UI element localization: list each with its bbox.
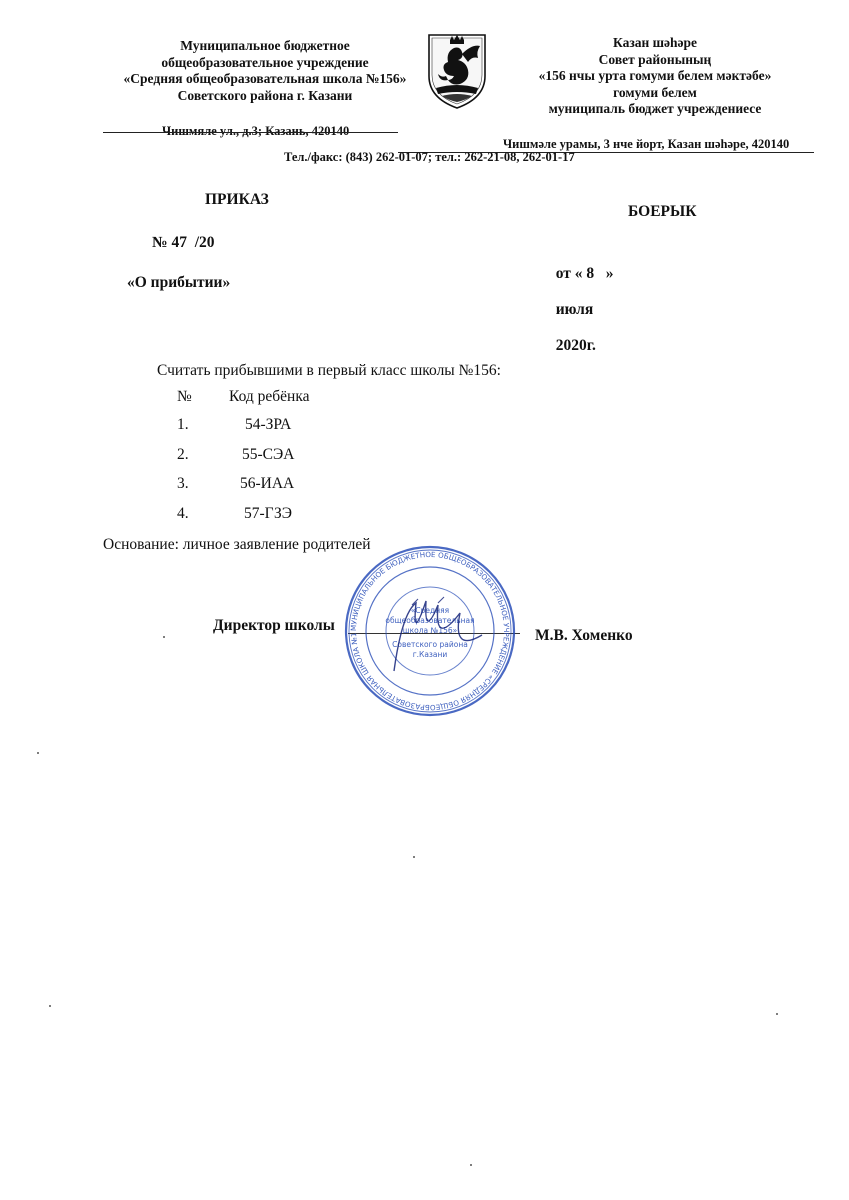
- address-ru: Чишмяле ул., д.3; Казань, 420140: [162, 124, 350, 138]
- scan-speck: [776, 1013, 778, 1015]
- table-row: [177, 475, 377, 495]
- stamp-center-line: Советского района: [392, 640, 468, 649]
- basis-text: Основание: личное заявление родителей: [103, 536, 371, 553]
- row-num: 2.: [177, 446, 189, 463]
- order-title-tt: БОЕРЫК: [628, 203, 697, 220]
- row-code: 56-ИАА: [240, 475, 295, 492]
- stamp-center-line: общеобразовательная: [385, 616, 475, 625]
- stamp-outer-text: МУНИЦИПАЛЬНОЕ БЮДЖЕТНОЕ ОБЩЕОБРАЗОВАТЕЛЬНОЕ УЧРЕЖДЕНИЕ «СРЕДНЯЯ ОБЩЕОБРАЗОВАТЕЛЬНАЯ ШКОЛА №1: [348, 549, 512, 713]
- signature-name: М.В. Хоменко: [535, 627, 633, 644]
- intro-text: Считать прибывшими в первый класс школы №156:: [157, 362, 501, 379]
- stamp-icon: [342, 543, 518, 719]
- scan-speck: [413, 856, 415, 858]
- signature-role: Директор школы: [213, 617, 335, 634]
- zilant-icon: [426, 32, 488, 110]
- scan-speck: [49, 1005, 51, 1007]
- kazan-emblem: [426, 32, 488, 110]
- header-left-line: Муниципальное бюджетное: [180, 38, 350, 53]
- header-divider: [103, 132, 398, 133]
- row-code: 54-ЗРА: [245, 416, 292, 433]
- table-row: [177, 416, 377, 436]
- row-num: 3.: [177, 475, 189, 492]
- header-right-block: [510, 35, 800, 118]
- scan-speck: [37, 752, 39, 754]
- stamp-center-line: г.Казани: [412, 650, 448, 659]
- row-code: 57-ГЗЭ: [244, 505, 293, 522]
- table-row: [177, 446, 377, 466]
- stamp-center-line: школа №156»: [402, 626, 458, 635]
- address-tt: Чишмәле урамы, 3 нче йорт, Казан шәһәре, 420140: [503, 137, 790, 151]
- row-num: 4.: [177, 505, 189, 522]
- stamp-center-line: «Средняя: [410, 606, 450, 615]
- table-header-code: Код ребёнка: [229, 388, 310, 405]
- header-right-line: «156 нчы урта гомуми белем мәктәбе»: [538, 68, 772, 83]
- official-stamp: [342, 543, 518, 719]
- row-code: 55-СЭА: [242, 446, 295, 463]
- order-subject: «О прибытии»: [127, 274, 231, 291]
- order-date: [548, 247, 614, 355]
- header-right-line: гомуми белем: [613, 84, 697, 100]
- header-right-line: Казан шәһәре: [612, 35, 698, 50]
- phones: Тел./факс: (843) 262-01-07; тел.: 262-21-08, 262-01-17: [284, 150, 575, 164]
- signature-scribble: [394, 601, 482, 671]
- scan-speck: [163, 636, 165, 638]
- order-date-month: июля: [555, 301, 594, 318]
- row-num: 1.: [177, 416, 189, 433]
- order-title-ru: ПРИКАЗ: [205, 191, 269, 208]
- header-right-line: Совет районының: [598, 51, 712, 67]
- header-left-line: Советского района г. Казани: [177, 87, 353, 103]
- order-date-day: от « 8 »: [555, 265, 614, 282]
- order-number: № 47 /20: [152, 234, 215, 251]
- header-left-line: «Средняя общеобразовательная школа №156»: [123, 71, 407, 86]
- scan-speck: [470, 1164, 472, 1166]
- table-row: [177, 505, 377, 525]
- header-right-line: муниципаль бюджет учреждениесе: [548, 101, 762, 116]
- header-left-block: [95, 38, 435, 104]
- order-date-year: 2020г.: [555, 337, 596, 354]
- table-header-num: №: [177, 388, 192, 405]
- header-left-line: общеобразовательное учреждение: [161, 54, 369, 70]
